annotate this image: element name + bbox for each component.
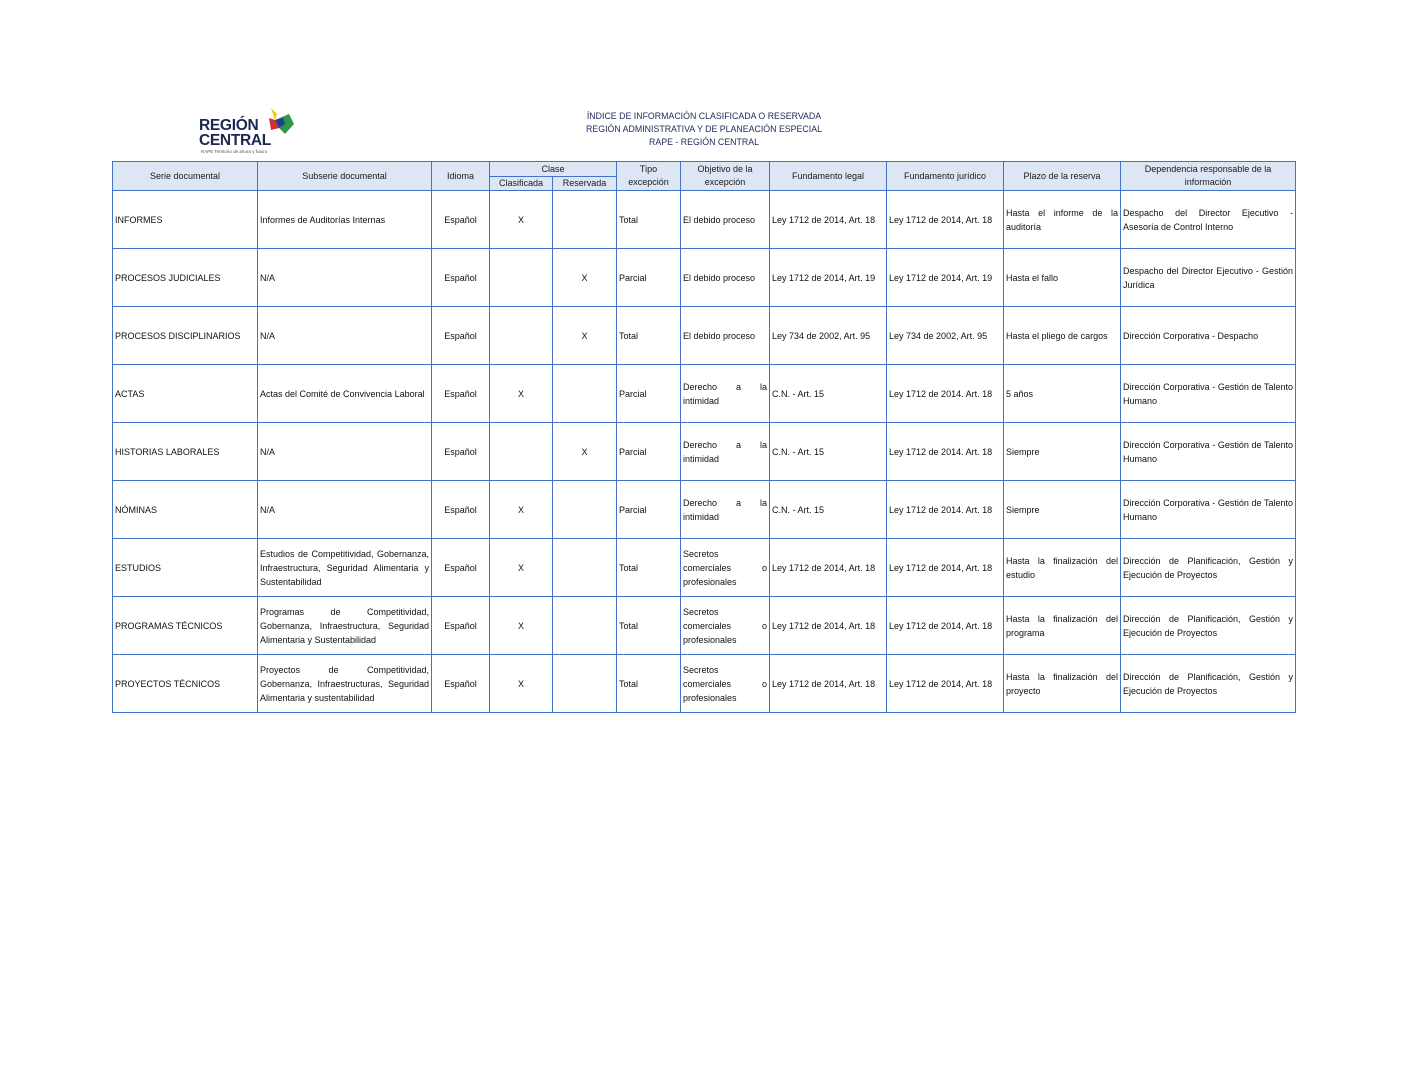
- cell-legal: Ley 1712 de 2014, Art. 18: [770, 655, 887, 713]
- cell-plazo: Hasta la finalización del proyecto: [1004, 655, 1121, 713]
- cell-tipo: Total: [617, 655, 681, 713]
- cell-juridico: Ley 1712 de 2014, Art. 18: [887, 655, 1004, 713]
- cell-reservada: [553, 597, 617, 655]
- header-idioma: Idioma: [432, 162, 490, 191]
- cell-serie: PROYECTOS TÉCNICOS: [113, 655, 258, 713]
- header-objetivo: Objetivo de la excepción: [681, 162, 770, 191]
- cell-juridico: Ley 1712 de 2014. Art. 18: [887, 365, 1004, 423]
- cell-legal: C.N. - Art. 15: [770, 365, 887, 423]
- cell-subserie: N/A: [258, 249, 432, 307]
- logo-tagline: RAPE Territorio de ahora y futuro: [201, 149, 268, 154]
- cell-legal: C.N. - Art. 15: [770, 423, 887, 481]
- header-juridico: Fundamento jurídico: [887, 162, 1004, 191]
- cell-juridico: Ley 1712 de 2014, Art. 19: [887, 249, 1004, 307]
- cell-tipo: Parcial: [617, 365, 681, 423]
- cell-serie: ACTAS: [113, 365, 258, 423]
- cell-dependencia: Despacho del Director Ejecutivo - Gestión Jurídica: [1121, 249, 1296, 307]
- cell-dependencia: Dirección Corporativa - Despacho: [1121, 307, 1296, 365]
- cell-dependencia: Dirección Corporativa - Gestión de Talento Humano: [1121, 423, 1296, 481]
- header-dependencia: Dependencia responsable de la información: [1121, 162, 1296, 191]
- cell-legal: Ley 734 de 2002, Art. 95: [770, 307, 887, 365]
- cell-legal: Ley 1712 de 2014, Art. 18: [770, 597, 887, 655]
- cell-idioma: Español: [432, 655, 490, 713]
- table-row: [113, 481, 1296, 539]
- cell-tipo: Parcial: [617, 423, 681, 481]
- cell-idioma: Español: [432, 249, 490, 307]
- cell-clasificada: X: [490, 191, 553, 249]
- cell-subserie: N/A: [258, 481, 432, 539]
- cell-serie: ESTUDIOS: [113, 539, 258, 597]
- header-legal: Fundamento legal: [770, 162, 887, 191]
- cell-objetivo: Secretos comerciales o profesionales: [681, 655, 770, 713]
- cell-reservada: [553, 539, 617, 597]
- cell-clasificada: X: [490, 655, 553, 713]
- cell-tipo: Total: [617, 539, 681, 597]
- logo-line-1: REGIÓN: [199, 117, 259, 134]
- cell-idioma: Español: [432, 481, 490, 539]
- cell-subserie: N/A: [258, 423, 432, 481]
- header-reservada: Reservada: [553, 177, 617, 191]
- cell-dependencia: Despacho del Director Ejecutivo - Asesoría de Control Interno: [1121, 191, 1296, 249]
- cell-legal: C.N. - Art. 15: [770, 481, 887, 539]
- cell-juridico: Ley 1712 de 2014, Art. 18: [887, 191, 1004, 249]
- header-plazo: Plazo de la reserva: [1004, 162, 1121, 191]
- table-row: [113, 191, 1296, 249]
- cell-plazo: Siempre: [1004, 481, 1121, 539]
- cell-dependencia: Dirección de Planificación, Gestión y Ejecución de Proyectos: [1121, 655, 1296, 713]
- region-central-logo: [199, 104, 309, 156]
- cell-juridico: Ley 1712 de 2014, Art. 18: [887, 597, 1004, 655]
- cell-serie: PROGRAMAS TÉCNICOS: [113, 597, 258, 655]
- cell-objetivo: Derecho a la intimidad: [681, 481, 770, 539]
- cell-plazo: 5 años: [1004, 365, 1121, 423]
- cell-idioma: Español: [432, 365, 490, 423]
- cell-juridico: Ley 1712 de 2014. Art. 18: [887, 423, 1004, 481]
- cell-clasificada: [490, 249, 553, 307]
- cell-serie: HISTORIAS LABORALES: [113, 423, 258, 481]
- cell-subserie: N/A: [258, 307, 432, 365]
- cell-dependencia: Dirección de Planificación, Gestión y Ejecución de Proyectos: [1121, 597, 1296, 655]
- header-subserie: Subserie documental: [258, 162, 432, 191]
- cell-idioma: Español: [432, 191, 490, 249]
- table-row: [113, 249, 1296, 307]
- cell-subserie: Informes de Auditorías Internas: [258, 191, 432, 249]
- cell-reservada: X: [553, 249, 617, 307]
- cell-tipo: Parcial: [617, 481, 681, 539]
- table-row: [113, 365, 1296, 423]
- cell-serie: INFORMES: [113, 191, 258, 249]
- cell-objetivo: El debido proceso: [681, 249, 770, 307]
- cell-legal: Ley 1712 de 2014, Art. 19: [770, 249, 887, 307]
- table-row: [113, 539, 1296, 597]
- table-row: [113, 423, 1296, 481]
- cell-clasificada: X: [490, 539, 553, 597]
- cell-reservada: [553, 481, 617, 539]
- cell-tipo: Total: [617, 597, 681, 655]
- title-line-2: REGIÓN ADMINISTRATIVA Y DE PLANEACIÓN ESPECIAL: [586, 124, 822, 134]
- cell-tipo: Total: [617, 191, 681, 249]
- cell-idioma: Español: [432, 597, 490, 655]
- cell-tipo: Total: [617, 307, 681, 365]
- cell-objetivo: Derecho a la intimidad: [681, 423, 770, 481]
- cell-clasificada: [490, 423, 553, 481]
- cell-plazo: Hasta el pliego de cargos: [1004, 307, 1121, 365]
- cell-subserie: Actas del Comité de Convivencia Laboral: [258, 365, 432, 423]
- cell-clasificada: X: [490, 365, 553, 423]
- cell-objetivo: Secretos comerciales o profesionales: [681, 597, 770, 655]
- header-clase: Clase: [490, 162, 617, 177]
- cell-tipo: Parcial: [617, 249, 681, 307]
- cell-objetivo: El debido proceso: [681, 307, 770, 365]
- cell-dependencia: Dirección Corporativa - Gestión de Talento Humano: [1121, 481, 1296, 539]
- cell-juridico: Ley 1712 de 2014, Art. 18: [887, 539, 1004, 597]
- cell-dependencia: Dirección de Planificación, Gestión y Ejecución de Proyectos: [1121, 539, 1296, 597]
- cell-clasificada: X: [490, 597, 553, 655]
- header-serie: Serie documental: [113, 162, 258, 191]
- cell-reservada: X: [553, 423, 617, 481]
- title-line-3: RAPE - REGIÓN CENTRAL: [649, 137, 759, 147]
- cell-subserie: Proyectos de Competitividad, Gobernanza, Infraestructuras, Seguridad Alimentaria y sustentabilidad: [258, 655, 432, 713]
- region-map-icon: [261, 104, 297, 140]
- cell-objetivo: Derecho a la intimidad: [681, 365, 770, 423]
- table-row: [113, 597, 1296, 655]
- header-tipo: Tipo excepción: [617, 162, 681, 191]
- cell-plazo: Hasta el informe de la auditoría: [1004, 191, 1121, 249]
- title-line-1: ÍNDICE DE INFORMACIÓN CLASIFICADA O RESERVADA: [586, 111, 822, 121]
- cell-idioma: Español: [432, 307, 490, 365]
- cell-legal: Ley 1712 de 2014, Art. 18: [770, 191, 887, 249]
- cell-juridico: Ley 1712 de 2014. Art. 18: [887, 481, 1004, 539]
- document-title: [470, 110, 938, 149]
- cell-subserie: Estudios de Competitividad, Gobernanza, Infraestructura, Seguridad Alimentaria y Sustentabilidad: [258, 539, 432, 597]
- cell-plazo: Hasta la finalización del programa: [1004, 597, 1121, 655]
- cell-idioma: Español: [432, 423, 490, 481]
- cell-dependencia: Dirección Corporativa - Gestión de Talento Humano: [1121, 365, 1296, 423]
- cell-serie: NÓMINAS: [113, 481, 258, 539]
- header-clasificada: Clasificada: [490, 177, 553, 191]
- cell-subserie: Programas de Competitividad, Gobernanza, Infraestructura, Seguridad Alimentaria y Sustentabilidad: [258, 597, 432, 655]
- cell-reservada: [553, 655, 617, 713]
- cell-serie: PROCESOS DISCIPLINARIOS: [113, 307, 258, 365]
- cell-clasificada: X: [490, 481, 553, 539]
- cell-reservada: X: [553, 307, 617, 365]
- logo-line-2: CENTRAL: [199, 132, 271, 149]
- cell-clasificada: [490, 307, 553, 365]
- cell-juridico: Ley 734 de 2002, Art. 95: [887, 307, 1004, 365]
- cell-plazo: Hasta el fallo: [1004, 249, 1121, 307]
- cell-plazo: Hasta la finalización del estudio: [1004, 539, 1121, 597]
- cell-plazo: Siempre: [1004, 423, 1121, 481]
- cell-serie: PROCESOS JUDICIALES: [113, 249, 258, 307]
- cell-legal: Ley 1712 de 2014, Art. 18: [770, 539, 887, 597]
- cell-idioma: Español: [432, 539, 490, 597]
- table-row: [113, 655, 1296, 713]
- cell-objetivo: El debido proceso: [681, 191, 770, 249]
- cell-reservada: [553, 191, 617, 249]
- table-row: [113, 307, 1296, 365]
- classified-information-table: [112, 161, 1296, 713]
- cell-objetivo: Secretos comerciales o profesionales: [681, 539, 770, 597]
- cell-reservada: [553, 365, 617, 423]
